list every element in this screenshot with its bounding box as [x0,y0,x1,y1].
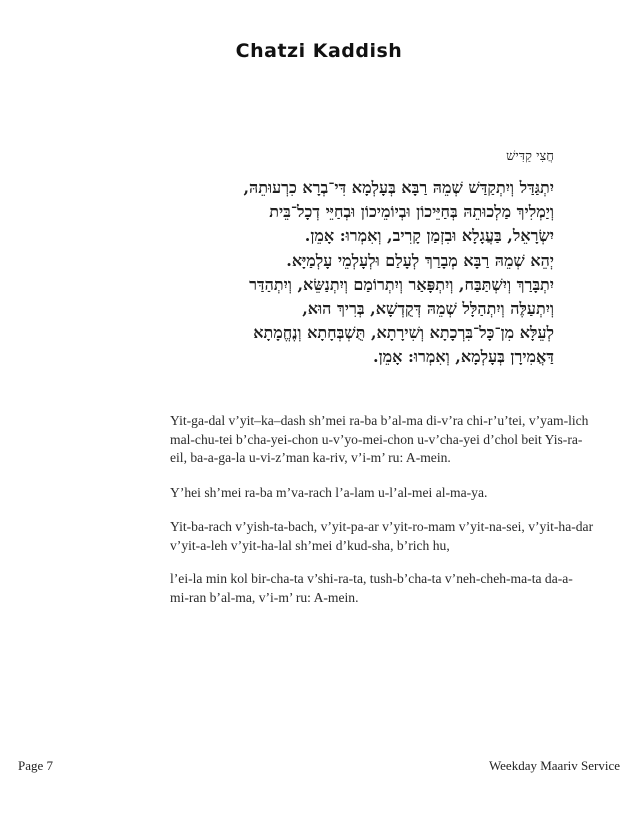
service-name: Weekday Maariv Service [488,758,620,773]
transliteration-line: eil, ba-a-ga-la u-vi-z’man ka-riv, v’i-m’ ru: A-mein. [170,450,451,466]
hebrew-line: וְיִתְעַלֶּה וְיִתְהַלָּל שְׁמֵהּ דְּקֻדְשָׁא, בְּרִיךְ הוּא, [302,299,554,319]
hebrew-line: לְעֵלָּא מִן־כָּל־בִּרְכָתָא וְשִׁירָתָא, תֻּשְׁבְּחָתָא וְנֶחֱמָתָא [253,323,554,343]
hebrew-line: יִתְגַּדַּל וְיִתְקַדַּשׁ שְׁמֵהּ רַבָּא בְּעָלְמָא דִּי־בְרָא כִרְעוּתֵהּ, [243,178,554,197]
transliteration-line: Y’hei sh’mei ra-ba m’va-rach l’a-lam u-l’al-mei al-ma-ya. [170,485,488,500]
transliteration-paragraph [170,518,594,555]
transliteration-paragraph [170,412,589,468]
hebrew-line: דַּאֲמִירָן בְּעָלְמָא, וְאִמְרוּ: אָמֵן. [373,347,554,367]
transliteration-paragraph [170,570,573,607]
transliteration-line: l’ei-la min kol bir-cha-ta v’shi-ra-ta, tush-b’cha-ta v’neh-cheh-ma-ta da-a- [170,571,573,586]
transliteration-line: v’yit-a-leh v’yit-ha-lal sh’mei d’kud-sha, b’rich hu, [170,537,450,553]
transliteration-line: Yit-ba-rach v’yish-ta-bach, v’yit-pa-ar v’yit-ro-mam v’yit-na-sei, v’yit-ha-dar [170,519,594,534]
page-title: Chatzi Kaddish [235,40,403,62]
hebrew-heading: חֲצִי קַדִּישׁ [506,149,554,164]
transliteration-line: Yit-ga-dal v’yit–ka–dash sh’mei ra-ba b’al-ma di-v’ra chi-r’u’tei, v’yam-lich [170,413,589,428]
hebrew-text-block [168,148,554,370]
hebrew-line: יְהֵא שְׁמֵהּ רַבָּא מְבָרַךְ לְעָלַם וּלְעָלְמֵי עָלְמַיָּא. [286,250,554,270]
transliteration-line: mal-chu-tei b’cha-yei-chon u-v’yo-mei-chon u-v’cha-yei d’chol beit Yis-ra- [170,431,583,447]
transliteration-paragraph [170,484,570,503]
page-number: Page 7 [18,758,54,773]
hebrew-line: יִשְׂרָאֵל, בַּעֲגָלָא וּבִזְמַן קָרִיב, וְאִמְרוּ: אָמֵן. [304,226,554,246]
transliteration-line: mi-ran b’al-ma, v’i-m’ ru: A-mein. [170,589,359,605]
hebrew-line: יִתְבָּרַךְ וְיִשְׁתַּבַּח, וְיִתְפָּאַר וְיִתְרוֹמַם וְיִתְנַשֵּׂא, וְיִתְהַדַּר [249,274,554,294]
hebrew-line: וְיַמְלִיךְ מַלְכוּתֵהּ בְּחַיֵּיכוֹן וּבְיוֹמֵיכוֹן וּבְחַיֵּי דְכָל־בֵּית [269,202,554,222]
